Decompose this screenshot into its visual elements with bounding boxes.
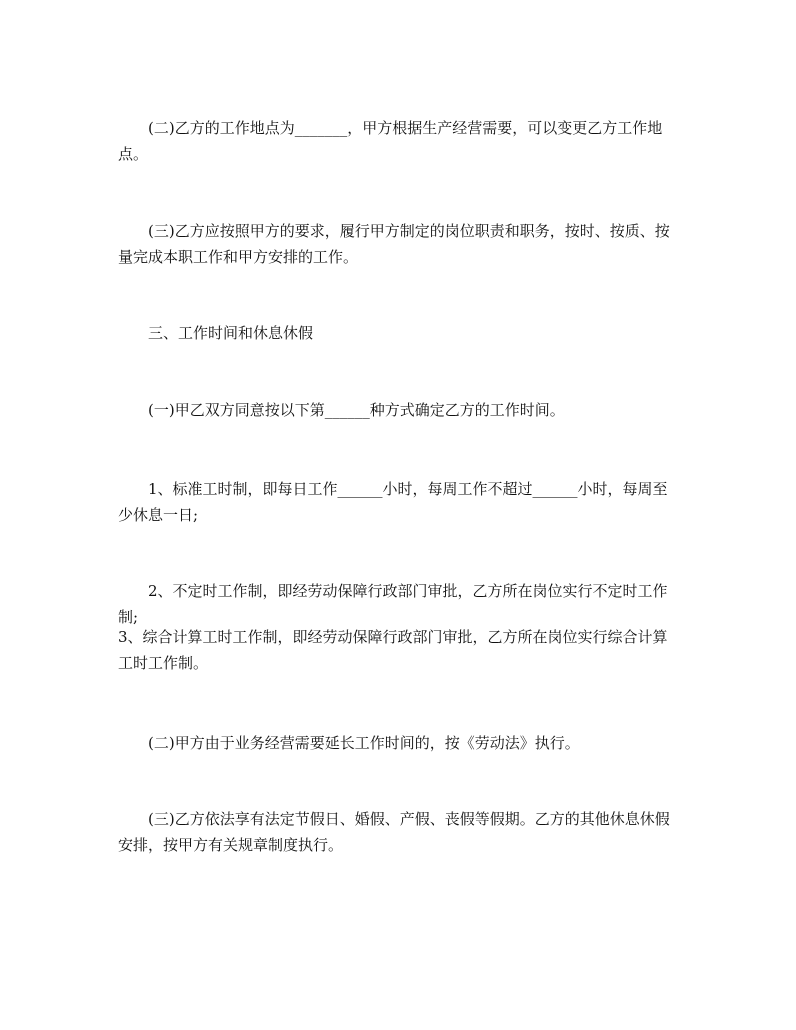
paragraph-flexible-hours: 2、不定时工作制，即经劳动保障行政部门审批，乙方所在岗位实行不定时工作制;	[118, 582, 668, 626]
paragraph-work-location: (二)乙方的工作地点为_______，甲方根据生产经营需要，可以变更乙方工作地点。	[118, 119, 663, 163]
section-heading-working-hours: 三、工作时间和休息休假	[148, 324, 314, 342]
paragraph-holidays: (三)乙方依法享有法定节假日、婚假、产假、丧假等假期。乙方的其他休息休假安排，按甲方有关规章制度执行。	[118, 810, 670, 854]
paragraph-standard-hours: 1、标准工时制，即每日工作______小时，每周工作不超过______小时，每周至少休息一日;	[118, 480, 668, 524]
paragraph-comprehensive-hours: 3、综合计算工时工作制，即经劳动保障行政部门审批，乙方所在岗位实行综合计算工时工作制。	[118, 628, 668, 672]
paragraph-job-duties: (三)乙方应按照甲方的要求，履行甲方制定的岗位职责和职务，按时、按质、按量完成本职工作和甲方安排的工作。	[118, 222, 670, 266]
paragraph-overtime: (二)甲方由于业务经营需要延长工作时间的，按《劳动法》执行。	[148, 734, 580, 752]
paragraph-work-time-method: (一)甲乙双方同意按以下第______种方式确定乙方的工作时间。	[148, 401, 565, 419]
